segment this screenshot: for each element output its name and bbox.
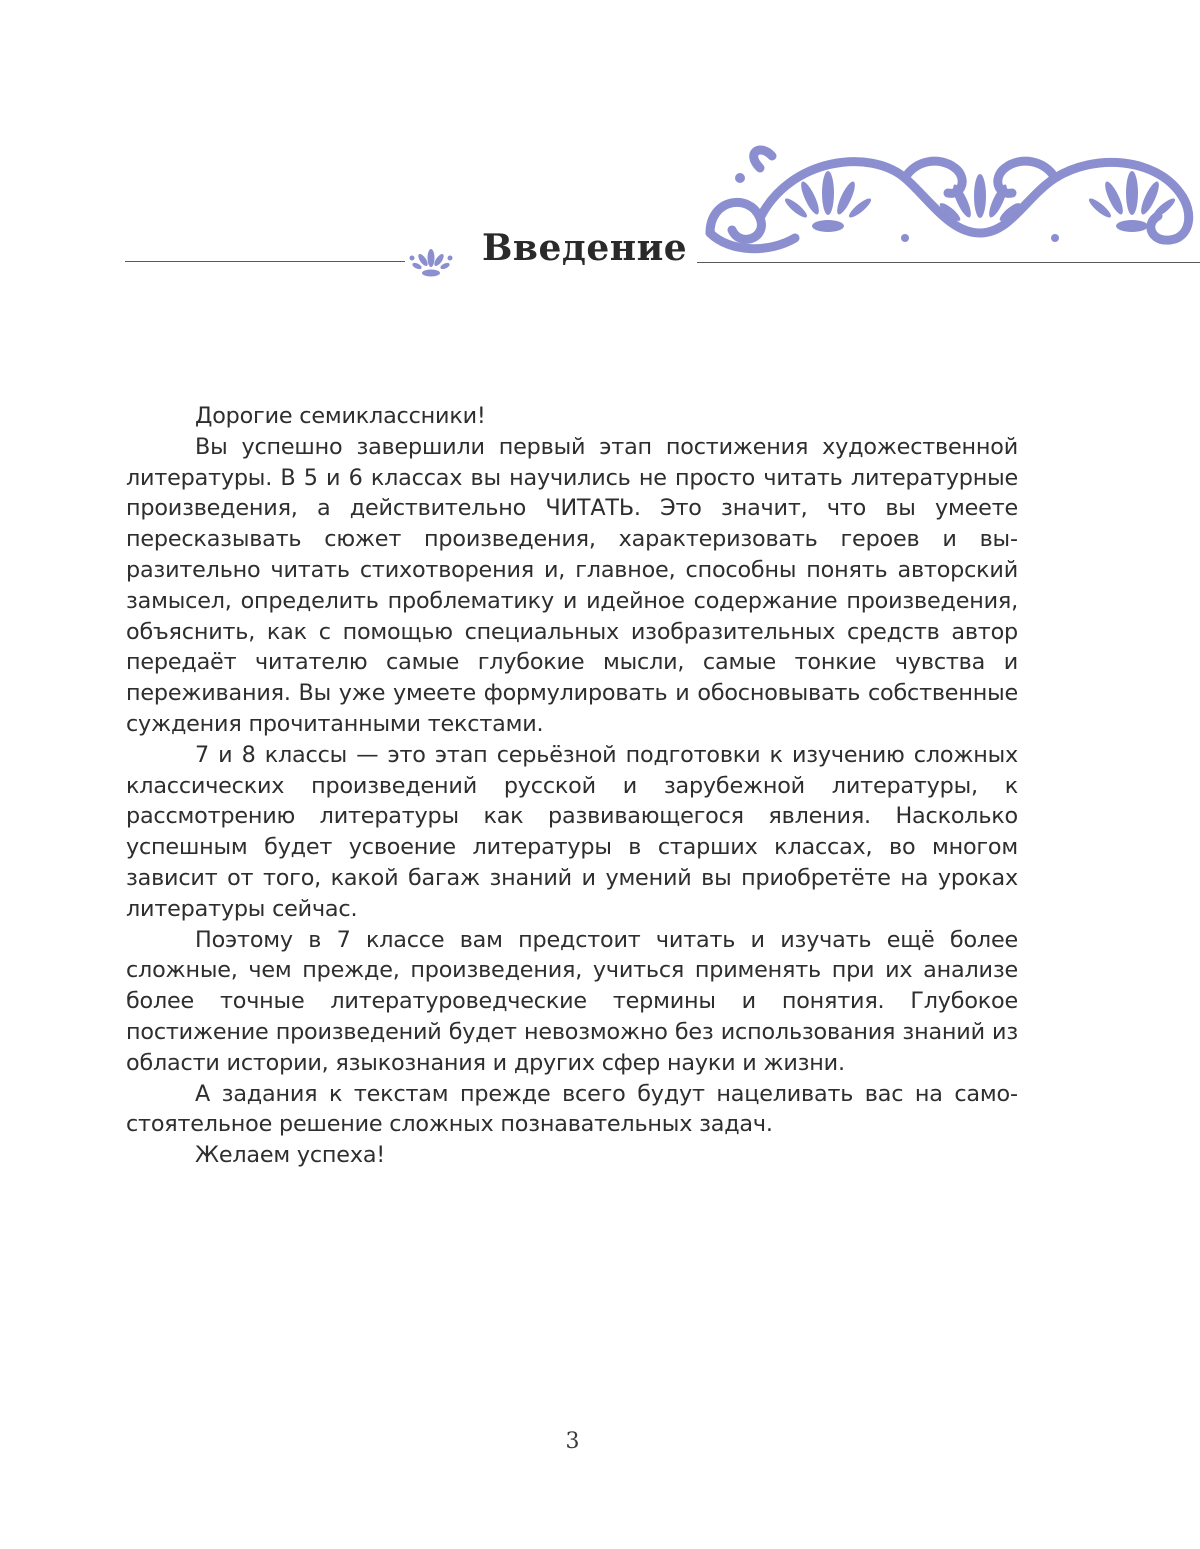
paragraph: 7 и 8 классы — это этап серьёзной подготовки к изучению сложных классических произведений русской и зарубежной литературы, к рассмотрению литературы как развивающегося явления. Насколько успешным будет усвоение литературы в старших классах, во многом зависит от того, какой багаж знаний и умений вы приобретёте на уроках литературы сейчас.: [126, 741, 1018, 922]
page-title: Введение: [482, 227, 688, 269]
body-text: [126, 401, 1018, 1171]
paragraph: Вы успешно завершили первый этап постижения художественной литературы. В 5 и 6 классах вы научились не просто читать литературные произведения, а действительно ЧИТАТЬ. Это значит, что вы умеете пересказывать сюжет произведения, характеризовать героев и выразительно читать стихотворения и, главное, способны понять авторский замысел, определить проблематику и идейное содержание произведения, объяснить, как с помощью специальных изобразительных средств автор передаёт читателю самые глубокие мысли, самые тонкие чувства и переживания. Вы уже умеете формулировать и обосновывать собственные суждения прочитанными текстами.: [126, 433, 1018, 737]
paragraph-greeting: Дорогие семиклассники!: [195, 403, 486, 429]
floral-border-ornament-icon: [700, 138, 1200, 260]
small-floral-ornament-icon: [408, 240, 454, 280]
paragraph: Поэтому в 7 классе вам предстоит читать и изучать ещё более сложные, чем прежде, произведения, учиться применять при их анализе более точные литературоведческие термины и понятия. Глубокое постижение произведений будет невозможно без использования знаний из области истории, языкознания и других сфер науки и жизни.: [126, 926, 1018, 1076]
header-rule-left: [125, 261, 405, 262]
page-number: 3: [565, 1429, 580, 1454]
paragraph: А задания к текстам прежде всего будут нацеливать вас на самостоятельное решение сложных познавательных задач.: [126, 1080, 1018, 1138]
header-rule-right: [697, 262, 1200, 263]
paragraph-closing: Желаем успеха!: [195, 1142, 386, 1169]
